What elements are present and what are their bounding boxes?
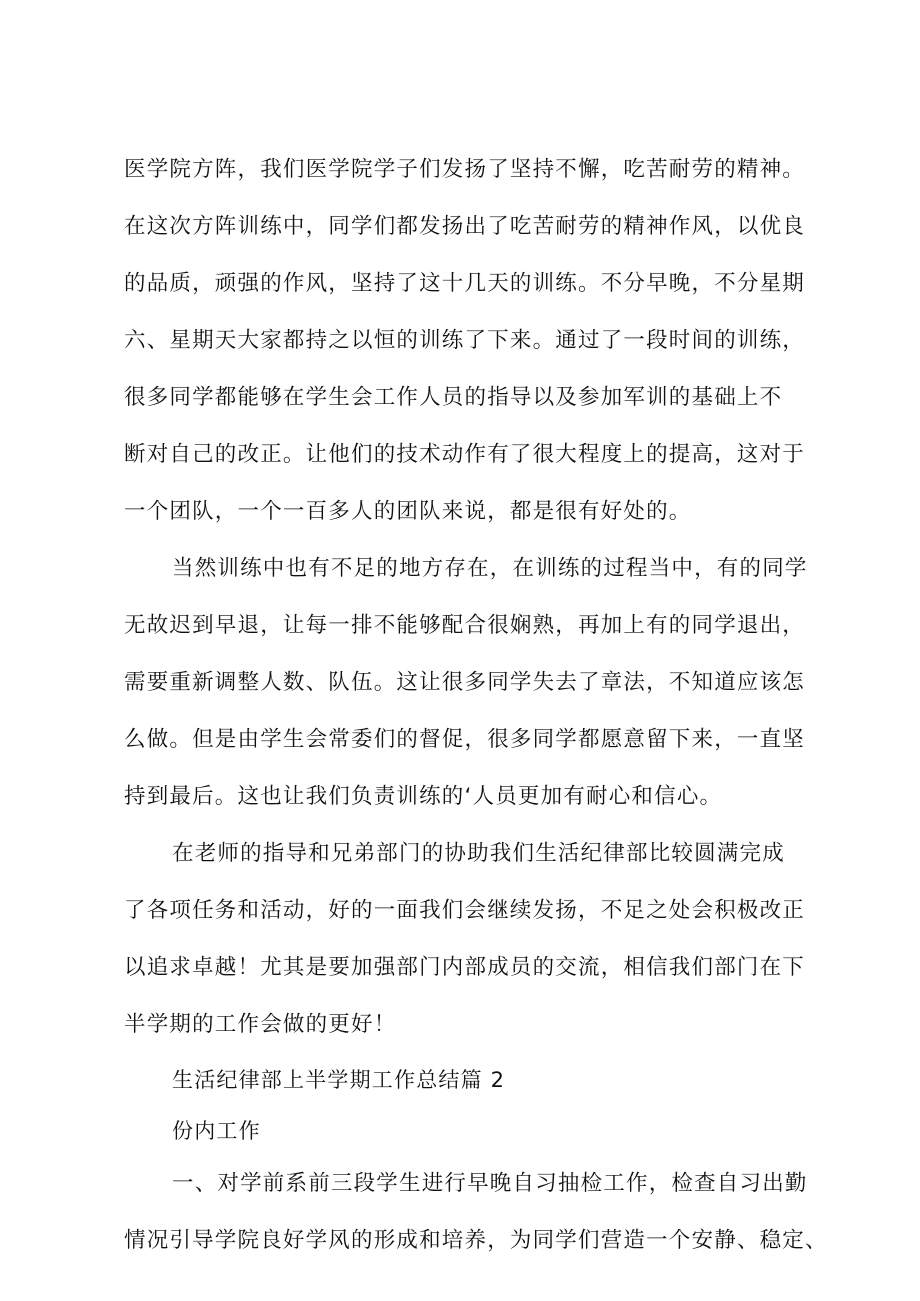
paragraph-line: 无故迟到早退，让每一排不能够配合很娴熟，再加上有的同学退出， xyxy=(124,613,806,638)
paragraph-line: 么做。但是由学生会常委们的督促，很多同学都愿意留下来，一直坚 xyxy=(124,727,806,752)
section-subtitle: 份内工作 xyxy=(172,1119,261,1143)
paragraph-line: 在这次方阵训练中，同学们都发扬出了吃苦耐劳的精神作风，以优良 xyxy=(124,214,806,239)
paragraph-line: 了各项任务和活动，好的一面我们会继续发扬，不足之处会积极改正 xyxy=(124,898,806,923)
paragraph-line: 以追求卓越！尤其是要加强部门内部成员的交流，相信我们部门在下 xyxy=(124,955,806,980)
paragraph-line: 断对自己的改正。让他们的技术动作有了很大程度上的提高，这对于 xyxy=(124,442,806,467)
paragraph-line: 医学院方阵，我们医学院学子们发扬了坚持不懈，吃苦耐劳的精神。 xyxy=(124,157,806,182)
paragraph-line: 当然训练中也有不足的地方存在，在训练的过程当中，有的同学 xyxy=(172,556,808,581)
paragraph-line: 六、星期天大家都持之以恒的训练了下来。通过了一段时间的训练， xyxy=(124,328,806,353)
paragraph-line: 一个团队，一个一百多人的团队来说，都是很有好处的。 xyxy=(124,499,692,524)
paragraph-line: 需要重新调整人数、队伍。这让很多同学失去了章法，不知道应该怎 xyxy=(124,670,806,695)
paragraph-line: 在老师的指导和兄弟部门的协助我们生活纪律部比较圆满完成 xyxy=(172,841,785,866)
paragraph-line: 情况引导学院良好学风的形成和培养，为同学们营造一个安静、稳定、 xyxy=(124,1228,828,1253)
paragraph-line: 半学期的工作会做的更好！ xyxy=(124,1012,397,1037)
paragraph-line: 持到最后。这也让我们负责训练的‘人员更加有耐心和信心。 xyxy=(124,784,723,809)
paragraph-line: 的品质，顽强的作风，坚持了这十几天的训练。不分早晚，不分星期 xyxy=(124,271,806,296)
paragraph-line: 一、对学前系前三段学生进行早晚自习抽检工作，检查自习出勤 xyxy=(172,1171,808,1196)
section-title: 生活纪律部上半学期工作总结篇 2 xyxy=(172,1068,506,1092)
paragraph-line: 很多同学都能够在学生会工作人员的指导以及参加军训的基础上不 xyxy=(124,385,783,410)
